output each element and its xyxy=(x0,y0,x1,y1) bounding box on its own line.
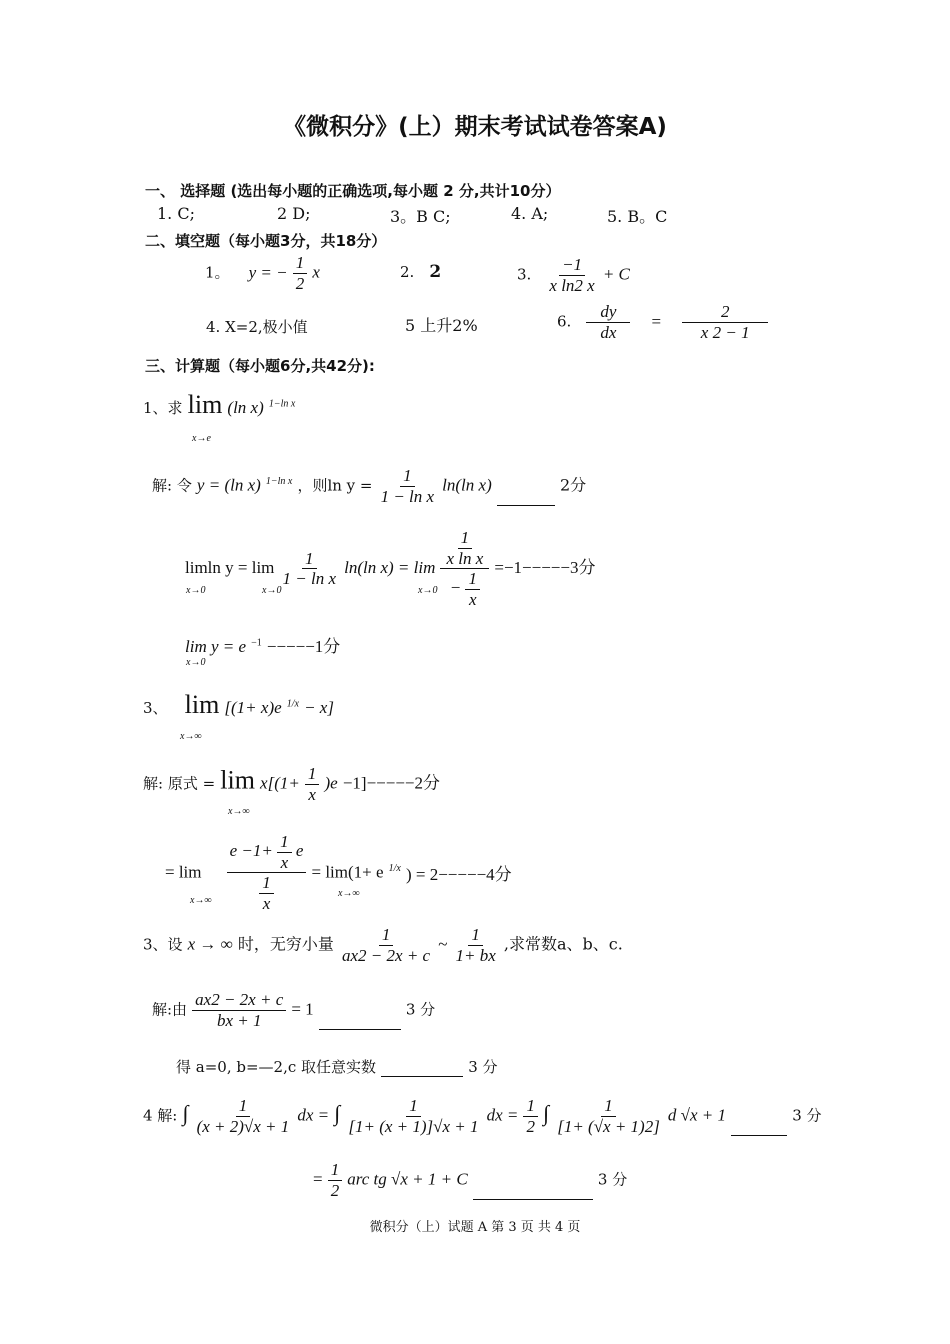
problem-1-solution-3 xyxy=(185,632,340,657)
answer-blank xyxy=(319,1029,401,1030)
choice-heading: 一、 选择题 (选出每小题的正确选项,每小题 2 分,共计10分） xyxy=(145,182,561,200)
problem-3-tail: − x] xyxy=(304,698,334,717)
fraction-numerator: 1 xyxy=(302,549,317,570)
fill-answer-1 xyxy=(205,253,320,293)
answer-blank xyxy=(473,1199,593,1200)
page-footer: 微积分（上）试题 A 第 3 页 共 4 页 xyxy=(369,1220,581,1235)
fill-answer-1-expr: y = − xyxy=(248,262,288,282)
fraction-numerator: 1 xyxy=(458,528,473,549)
integral-sign: ∫ xyxy=(334,1100,341,1126)
problem-3b-text: 时，无穷小量 xyxy=(237,934,334,954)
problem-3b xyxy=(143,925,623,965)
problem-4-label: 4 解: xyxy=(143,1106,178,1125)
solution-prefix: 解: 原式 = xyxy=(143,774,216,793)
fraction-numerator: dy xyxy=(586,302,630,323)
problem-4 xyxy=(143,1096,822,1136)
fraction-denominator: 1 − ln x xyxy=(380,486,435,506)
problem-3-solution-2 xyxy=(165,832,512,913)
fill-answer-5: 5 上升2% xyxy=(405,316,478,335)
choice-answer-4: 4. A; xyxy=(511,204,549,223)
problem-1-limit-sub: x→e xyxy=(192,433,211,444)
numerator-e: e xyxy=(295,840,304,860)
page-title: 《微积分》(上）期末考试试卷答案A) xyxy=(283,114,667,140)
step-tail: = lim(1+ e xyxy=(311,862,384,882)
solution-score: 2分 xyxy=(559,475,587,495)
result-text: 得 a=0, b=—2,c 取任意实数 xyxy=(176,1058,377,1076)
problem-1-exponent: 1−ln x xyxy=(268,398,296,410)
fill-answer-1-tail: x xyxy=(312,262,320,282)
problem-3b-fraction-1 xyxy=(339,925,433,965)
numerator-text: e −1+ xyxy=(229,840,273,860)
result-score: 3 分 xyxy=(468,1058,498,1076)
limit-sub: x→0 xyxy=(186,585,206,596)
problem-3-exponent: 1/x xyxy=(286,698,299,710)
compound-denominator xyxy=(256,873,277,913)
solution-fraction xyxy=(192,990,286,1030)
fraction-numerator: 1 xyxy=(293,253,308,274)
fraction-denominator: x xyxy=(280,852,289,872)
compound-numerator xyxy=(227,832,307,873)
problem-3b-label: 3、设 xyxy=(143,935,183,954)
fraction-numerator: 1 xyxy=(379,925,394,946)
solution-prefix: 解: 令 xyxy=(152,476,192,495)
fill-heading: 二、填空题（每小题3分，共18分） xyxy=(145,232,387,250)
fill-answer-1-label: 1。 xyxy=(205,263,230,282)
step-tail-2: ) = 2−−−−−4分 xyxy=(405,865,512,885)
fraction-denominator: x xyxy=(308,784,316,804)
fill-answer-2-label: 2. xyxy=(400,263,415,281)
problem-3b-result xyxy=(176,1056,498,1077)
step-tail: −−−−−1分 xyxy=(266,637,341,656)
problem-3b-sim: ~ xyxy=(438,934,448,954)
fraction-denominator: x ln2 x xyxy=(549,275,595,295)
step-fraction xyxy=(280,549,340,589)
inner-fraction xyxy=(277,832,292,872)
step-exponent: 1/x xyxy=(388,862,401,874)
solution-y: y = (ln x) xyxy=(196,475,261,495)
fraction-numerator: 1 xyxy=(277,832,292,853)
solution-exponent: 1−ln x xyxy=(265,476,293,488)
fill-answer-3 xyxy=(517,255,630,295)
solution-eq: = 1 xyxy=(291,999,314,1019)
fraction-denominator: 2 xyxy=(295,273,305,293)
problem-4-dx-1: dx = xyxy=(297,1105,330,1125)
fraction-denominator: x ln x xyxy=(446,548,484,568)
calc-heading: 三、计算题（每小题6分,共42分): xyxy=(145,357,375,375)
solution-body: x[(1+ xyxy=(260,773,300,793)
fraction-numerator: 1 xyxy=(259,873,274,894)
fraction-denominator: dx xyxy=(600,322,617,342)
limit-sub: x→0 xyxy=(418,585,438,596)
fraction-denominator: x xyxy=(262,893,271,913)
compound-numerator xyxy=(440,528,489,569)
result-half xyxy=(328,1160,343,1200)
fill-answer-2-value: 2 xyxy=(429,262,442,282)
fill-answer-3-fraction xyxy=(546,255,597,295)
fraction-numerator: 1 xyxy=(468,925,483,946)
problem-4-fraction-1 xyxy=(194,1096,293,1136)
minus-sign: − xyxy=(449,578,462,598)
fraction-denominator: (x + 2)√x + 1 xyxy=(196,1116,290,1136)
integral-sign: ∫ xyxy=(182,1100,189,1126)
fraction-numerator: 1 xyxy=(236,1096,251,1117)
answer-blank xyxy=(497,505,555,506)
problem-1-solution-2 xyxy=(185,528,596,609)
solution-score: 3 分 xyxy=(405,1000,436,1019)
solution-e: )e xyxy=(324,773,338,793)
compound-denominator xyxy=(447,569,483,609)
step-lim: lim y = e xyxy=(185,637,247,656)
fill-answer-4: 4. X=2,极小值 xyxy=(206,318,308,336)
problem-3-lim: lim xyxy=(184,690,220,719)
problem-3b-solution xyxy=(152,990,435,1030)
problem-1-label: 1、求 xyxy=(143,399,183,417)
problem-4-d: d √x + 1 xyxy=(667,1105,727,1125)
solution-tail: −1]−−−−−2分 xyxy=(342,773,441,793)
problem-3b-ask: ,求常数a、b、c. xyxy=(503,934,623,954)
fraction-denominator: x xyxy=(468,589,477,609)
fraction-numerator: 1 xyxy=(305,764,320,785)
fill-answer-1-fraction xyxy=(293,253,308,293)
solution-lim: lim xyxy=(220,765,255,795)
problem-1-body: (ln x) xyxy=(227,398,264,417)
fraction-denominator: 2 xyxy=(330,1180,340,1200)
problem-3-solution-1 xyxy=(143,764,440,804)
problem-4-half xyxy=(523,1096,538,1136)
problem-1-lim: lim xyxy=(187,390,223,419)
fill-answer-6 xyxy=(557,302,768,342)
choice-answer-3: 3。B C; xyxy=(390,207,451,226)
answer-blank xyxy=(381,1076,463,1077)
answer-blank xyxy=(731,1135,787,1136)
fraction-denominator: [1+ (√x + 1)2] xyxy=(557,1116,660,1136)
choice-answer-5: 5. B。C xyxy=(607,207,668,226)
step-mid: ln(ln x) = lim xyxy=(344,558,436,578)
fill-answer-3-tail: + C xyxy=(602,264,630,284)
integral-sign: ∫ xyxy=(543,1100,550,1126)
limit-sub: x→0 xyxy=(186,657,206,668)
result-eq: = xyxy=(313,1169,323,1189)
fraction-numerator: 1 xyxy=(400,466,415,487)
problem-4-result xyxy=(313,1160,627,1200)
fill-answer-3-label: 3. xyxy=(517,265,532,284)
problem-1-solution-1 xyxy=(152,466,586,506)
fraction-denominator: [1+ (x + 1)]√x + 1 xyxy=(348,1116,479,1136)
problem-4-score-1: 3 分 xyxy=(792,1106,822,1125)
fraction-denominator: x 2 − 1 xyxy=(700,322,750,342)
fraction-numerator: −1 xyxy=(559,255,585,276)
fraction-numerator: 1 xyxy=(601,1096,616,1117)
fraction-denominator: bx + 1 xyxy=(216,1010,262,1030)
inner-fraction xyxy=(259,873,274,913)
fraction-denominator: 1+ bx xyxy=(455,945,496,965)
choice-answer-2: 2 D; xyxy=(277,204,311,223)
problem-4-score-2: 3 分 xyxy=(597,1170,628,1189)
limit-sub: x→∞ xyxy=(228,806,250,817)
solution-prefix: 解:由 xyxy=(152,1000,188,1019)
fraction-denominator: ax2 − 2x + c xyxy=(342,945,431,965)
problem-3-body: [(1+ x)e xyxy=(224,698,282,717)
problem-4-dx-2: dx = xyxy=(486,1105,519,1125)
fill-answer-6-label: 6. xyxy=(557,312,572,331)
limit-sub: x→0 xyxy=(262,585,282,596)
choice-answer-1: 1. C; xyxy=(157,204,195,223)
problem-3b-fraction-2 xyxy=(453,925,499,965)
fraction-denominator: 1 − ln x xyxy=(282,569,336,589)
limit-sub: x→∞ xyxy=(338,888,360,899)
solution-ln: ln(ln x) xyxy=(442,475,492,495)
inner-fraction xyxy=(443,528,486,568)
fill-answer-2 xyxy=(400,262,441,282)
limit-sub: x→∞ xyxy=(180,731,202,742)
fill-answer-6-equals: = xyxy=(651,311,662,331)
fill-answer-6-result xyxy=(682,302,768,342)
fraction-denominator: 2 xyxy=(526,1116,535,1136)
fraction-numerator: 2 xyxy=(682,302,768,323)
step-fraction xyxy=(227,832,307,913)
fraction-numerator: 1 xyxy=(406,1096,421,1117)
step-compound-fraction xyxy=(440,528,489,609)
solution-then: ，则ln y = xyxy=(297,476,373,495)
fraction-numerator: ax2 − 2x + c xyxy=(192,990,286,1011)
problem-3 xyxy=(143,690,334,720)
inner-fraction xyxy=(465,569,480,609)
fraction-numerator: 1 xyxy=(328,1160,343,1181)
solution-fraction xyxy=(378,466,438,506)
problem-4-fraction-3 xyxy=(554,1096,663,1136)
result-body: arc tg √x + 1 + C xyxy=(347,1169,468,1189)
fraction-numerator: 1 xyxy=(523,1096,538,1117)
problem-3b-condition: x → ∞ xyxy=(187,934,233,954)
step-lim: = lim xyxy=(165,862,202,882)
limit-sub: x→∞ xyxy=(190,895,212,906)
problem-1 xyxy=(143,390,295,420)
fraction-numerator: 1 xyxy=(465,569,480,590)
problem-4-fraction-2 xyxy=(345,1096,481,1136)
step-tail: =−1−−−−−3分 xyxy=(494,558,596,578)
solution-fraction xyxy=(305,764,320,804)
fill-answer-6-derivative xyxy=(586,302,630,342)
step-exponent: −1 xyxy=(251,637,262,649)
problem-3-label: 3、 xyxy=(143,699,168,717)
step-lim: limln y = lim xyxy=(185,558,275,578)
